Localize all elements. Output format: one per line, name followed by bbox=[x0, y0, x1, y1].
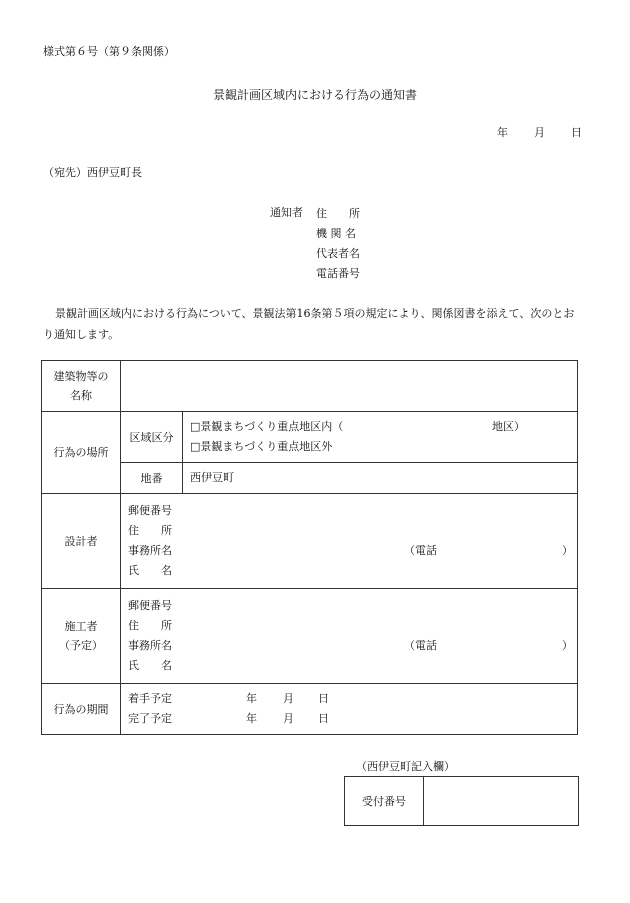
building-name-field[interactable] bbox=[121, 361, 578, 412]
zone-label: 区域区分 bbox=[121, 412, 183, 463]
addressee: （宛先）西伊豆町長 bbox=[43, 166, 142, 179]
lot-field[interactable]: 西伊豆町 bbox=[183, 463, 578, 494]
notifier-field-address: 住 所 bbox=[316, 207, 360, 220]
period-end-line: 完了予定 年 月 日 bbox=[128, 712, 329, 725]
location-label: 行為の場所 bbox=[42, 412, 121, 494]
designer-office-line: 事務所名 （電話 ） bbox=[128, 541, 577, 561]
period-fields[interactable] bbox=[121, 684, 578, 735]
zone-option-outside[interactable]: □景観まちづくり重点地区外 bbox=[190, 440, 333, 453]
designer-address-label: 住 所 bbox=[128, 524, 172, 537]
office-use-table bbox=[344, 776, 579, 826]
designer-label: 設計者 bbox=[42, 494, 121, 589]
form-code: 様式第６号（第９条関係） bbox=[43, 45, 175, 58]
contractor-name-label: 氏 名 bbox=[128, 659, 172, 672]
body-text: 景観計画区域内における行為について、景観法第16条第５項の規定により、関係図書を添えて、次のとおり通知します。 bbox=[43, 307, 575, 341]
office-use-caption: （西伊豆町記入欄） bbox=[356, 760, 455, 773]
designer-fields[interactable] bbox=[121, 494, 578, 589]
table-row bbox=[42, 463, 578, 494]
date-line bbox=[497, 124, 582, 140]
lot-label: 地番 bbox=[121, 463, 183, 494]
receipt-number-field[interactable] bbox=[424, 777, 579, 826]
date-year: 年 bbox=[497, 126, 508, 139]
designer-name-label: 氏 名 bbox=[128, 564, 172, 577]
contractor-phone-label: （電話 bbox=[404, 639, 437, 652]
receipt-number-label: 受付番号 bbox=[345, 777, 424, 826]
zone-option-inside[interactable]: □景観まちづくり重点地区内（ 地区） bbox=[190, 420, 525, 433]
date-day: 日 bbox=[571, 126, 582, 139]
contractor-postal-label: 郵便番号 bbox=[128, 599, 172, 612]
notifier-field-representative: 代表者名 bbox=[316, 247, 360, 260]
contractor-fields[interactable] bbox=[121, 589, 578, 684]
table-row bbox=[42, 361, 578, 412]
notifier-label: 通知者 bbox=[270, 206, 303, 219]
zone-options bbox=[183, 412, 578, 463]
table-row bbox=[42, 684, 578, 735]
date-month: 月 bbox=[534, 126, 545, 139]
period-start-line: 着手予定 年 月 日 bbox=[128, 692, 329, 705]
designer-phone-label: （電話 bbox=[404, 544, 437, 557]
contractor-address-label: 住 所 bbox=[128, 619, 172, 632]
notifier-field-org: 機 関 名 bbox=[316, 227, 356, 240]
contractor-label: 施工者 （予定） bbox=[42, 589, 121, 684]
table-row bbox=[42, 589, 578, 684]
notification-table bbox=[41, 360, 578, 735]
document-title: 景観計画区域内における行為の通知書 bbox=[212, 88, 417, 102]
designer-postal-label: 郵便番号 bbox=[128, 504, 172, 517]
period-label: 行為の期間 bbox=[42, 684, 121, 735]
table-row bbox=[42, 412, 578, 463]
contractor-office-line: 事務所名 （電話 ） bbox=[128, 636, 577, 656]
building-name-label: 建築物等の 名称 bbox=[42, 361, 121, 412]
notifier-field-phone: 電話番号 bbox=[316, 267, 360, 280]
table-row bbox=[42, 494, 578, 589]
